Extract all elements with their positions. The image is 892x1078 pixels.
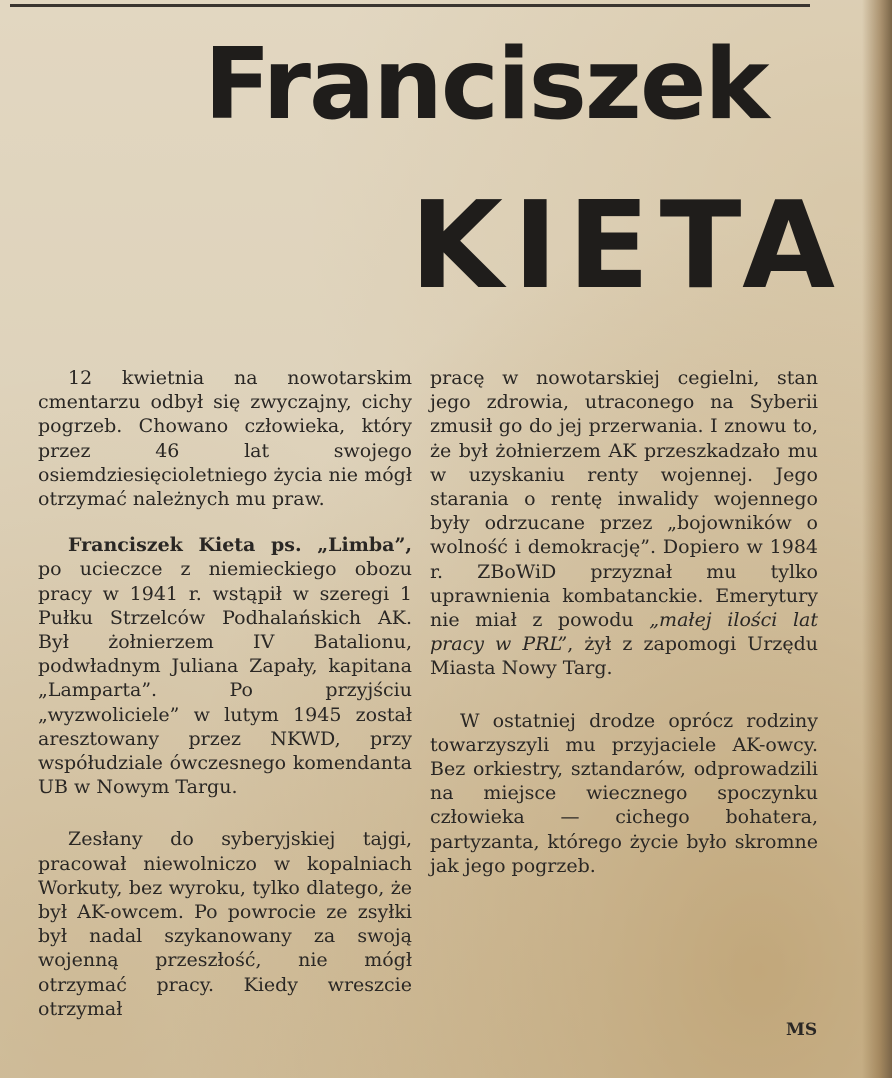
paragraph-funeral: W ostatniej drodze oprócz rodziny towarzyszyli mu przyjaciele AK-owcy. Bez orkiestry, sztandarów, odprowadzili na miejsce wiecznego spoczynku człowieka — cichego bohatera, partyzanta, którego życie było skromne jak jego pogrzeb. bbox=[430, 709, 818, 877]
paper-edge-shadow bbox=[862, 0, 892, 1078]
paragraph-exile-continued bbox=[430, 366, 818, 681]
headline-last-name: KIETA bbox=[410, 177, 846, 316]
author-signature: MS bbox=[786, 1020, 818, 1040]
biography-lead: Franciszek Kieta ps. „Limba”, bbox=[68, 534, 412, 557]
article-column-left bbox=[38, 366, 412, 1021]
exile-continued-text: pracę w nowotarskiej cegielni, stan jego zdrowia, utraconego na Syberii zmusił go do jej przerwania. I znowu to, że był żołnierzem AK przeszkadzało mu w uzyskaniu renty wojennej. Jego starania o rentę inwalidy wojennego były odrzucane przez „bojowników o wolność i demokrację”. Dopiero w 1984 r. ZBoWiD przyznał mu tylko uprawnienia kombatanckie. Emerytury nie miał z powodu bbox=[430, 367, 818, 632]
exile-quote: „małej ilości lat pracy w PRL” bbox=[430, 609, 818, 656]
headline-first-name: Franciszek bbox=[204, 28, 768, 142]
top-rule bbox=[10, 4, 810, 7]
exile-continued-end: , żył z zapomogi Urzędu Miasta Nowy Targ. bbox=[430, 633, 819, 680]
article-column-right bbox=[430, 366, 818, 878]
paragraph-exile: Zesłany do syberyjskiej tajgi, pracował niewolniczo w kopalniach Workuty, bez wyroku, tylko dlatego, że był AK-owcem. Po powrocie ze zsyłki był nadal szykanowany za swoją wojenną przeszłość, nie mógł otrzymać pracy. Kiedy wreszcie otrzymał bbox=[38, 828, 412, 1020]
paragraph-biography bbox=[38, 533, 412, 799]
paragraph-intro: 12 kwietnia na nowotarskim cmentarzu odbył się zwyczajny, cichy pogrzeb. Chowano człowieka, który przez 46 lat swojego osiemdziesięcioletniego życia nie mógł otrzymać należnych mu praw. bbox=[38, 367, 412, 511]
biography-body: po ucieczce z niemieckiego obozu pracy w 1941 r. wstąpił w szeregi 1 Pułku Strzelców Podhalańskich AK. Był żołnierzem IV Batalionu, podwładnym Juliana Zapały, kapitana „Lamparta”. Po przyjściu „wyzwoliciele” w lutym 1945 został aresztowany przez NKWD, przy współudziale ówczesnego komendanta UB w Nowym Targu. bbox=[38, 558, 412, 799]
